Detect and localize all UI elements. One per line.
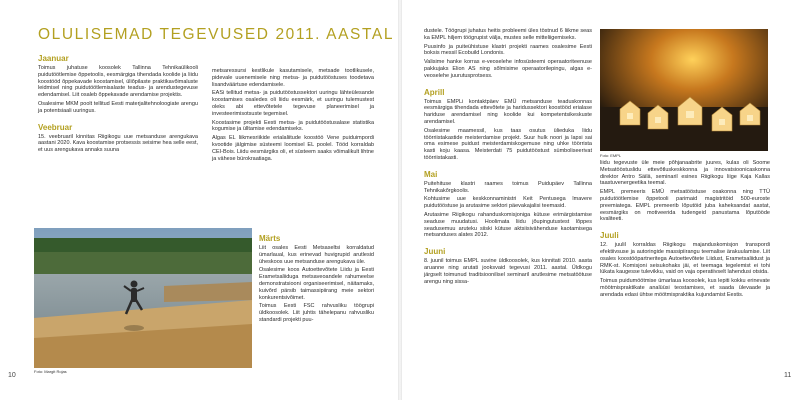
paragraph: Osalesime maamessil, kus taas osutus ülieduka liidu töörriistakastide meisterdamise projekt. Suur hulk noori ja lapsi sai oma esimese puidust meisterdamiskogemuse ning uhke töörrista kasti koju kaasa. Meisterdati 75 puidutööstust sümboliseerivat töörriistakasti.	[424, 127, 592, 161]
left-column-3	[259, 234, 374, 326]
paragraph: EMPL premeeris EMÜ metsatööstuse osakonna ning TTÜ puidutöötlemise õppetooli parimaid magistritöid 500-euroste preemiatega. EMPL premeerib lõputöid juba kaheksandat aastat, eesmärgiks on motiveerida tudengeid panustama lõputööde kvaliteeti.	[600, 189, 770, 223]
paragraph: liidu tegevuste üle meie põhjanaabrite juures, kulas oli Soome Metsatööstuslidu ettevõtluskeskkonna ja innovatsioonicaskonna direktor Antro Säilä, seminaril esines Riigikogu liige Kaja Kallas taastuvenergeetika teemal.	[600, 160, 770, 187]
heading-juuli: Juuli	[600, 231, 619, 241]
photo-caption: Foto: Margit Rojas	[34, 369, 67, 374]
paragraph: 15. veebruaril kinnitas Riigikogu uue metsanduse arengukava aastani 2020. Kava koostamise protsessis seisime hea selle eest, et uus arengukava annaks suuna	[38, 133, 198, 154]
heading-aprill: Aprill	[424, 87, 445, 97]
paragraph: Algas EL liikmesriikide erialaliitude koostöö Vene puiduimpordi kvootide jälgimise süsteemi loomisel EL poolel. Tööd korraldab CEI-Bois. Liidu eesmärgiks oli, et süsteem saaks võimalikult lihtne ja vähese bürokraatiaga.	[212, 135, 374, 162]
paragraph: metsaressursi kestlikule kasutamisele, metsade tootlikusele, pidevale uuenemisele ning metsa- ja puidutööstuses toodetava lisandväärtuse edendamisele.	[212, 68, 374, 88]
paragraph: Kohtusime uue keskkonnaministri Keit Pentusega lmavere puidutööstuse ja arutasime sektori päevakajalisi teemasid.	[424, 196, 592, 210]
paragraph: Toimus Eesti FSC rahvusliku töögrupi üldkoosolek. Liit juhtis tähelepanu rahvusliku standardi projekti puu-	[259, 303, 374, 323]
left-page	[0, 0, 398, 400]
heading-juuni: Juuni	[424, 247, 446, 257]
paragraph: Toimus juhatuse koosolek Tallinna Tehnikaülikooli puidutöötlemise õppetoolis, eesmärgiga tihendada koolide ja liidu koostööd õppekavade koostamisel, üliõpilaste praktikavõimaluste leidmisel ning puidutöötlemisalaste teadus- ja arendustegevuse edendamisel. Liit osaleb õppekavade arendamise projektis.	[38, 65, 198, 99]
page-number: 11	[784, 372, 792, 379]
paragraph: dustele. Töögrupi juhatus heitis probleemi üles töstnud 6 liikme seas ka EMPL hiljem töögrupist välja, mustes selle mitteliigemiseks.	[424, 28, 592, 41]
paragraph: Toimus EMPLi kontaktpäev EMÜ metsanduse teaduskonnas eesmärgiga tihendada ettevõtete ja haridussektori koostööd erialase hariduse arendamisel ning koolide kui kompetentsikeskuste arendamisel.	[424, 98, 592, 125]
paragraph: Osalesime koos Autoettevõtete Liidu ja Eesti Erametsaliiduga metsaveoandele rahumeelse demonstratsiooni organiseerimisel, näitamaks, kuivõrd pärsib taimassipiirang meie sektori konkurentsivõimet.	[259, 267, 374, 301]
paragraph: Koostasime projekti Eesti metsa- ja puidutööstusalase statistika kogumise ja ülltamise edendamiseks.	[212, 119, 374, 133]
left-column-1	[38, 54, 198, 156]
paragraph: Toimus puidumöötmise ümarlaua koosolek, kus lepiti kokku erinevate möötmispraktikate analüüsi teostamises, et saada ülevaade ja arendada edasi ühtse möötmispraktika kujundamist Eestis.	[600, 278, 770, 298]
heading-veebruar: Veebruar	[38, 122, 73, 132]
paragraph: 8. juunil toimus EMPL suvine üldkoosolek, kus kinnitati 2010. aasta aruanne ning arutati jooksvaid tegevusi 2011. aastal. Üldkogu järgselt toimunud traditsioonilisel seminaril arutlesime metsatöötuse arengu ning sissa-	[424, 258, 592, 285]
spread-title: OLULISEMAD TEGEVUSED 2011. AASTAL	[38, 26, 395, 43]
paragraph: Puitehituse klastri raames toimus Puidupäev Tallinna Tehnikakõrgkoolis.	[424, 180, 592, 194]
paragraph: 12. juulil korraldas Riigikogu majanduskomisjon transpordi efektiivsuse ja autoringide massipiirangu teemalise ärakuulamise. Liit osales koostööpartneritega Autoettevõtete Liidust, Erametsaliidust ja RMK-st. Komisjoni seisukohaks jäi, et teemaga tegelemist ei tohi lükata kaugesse tulevikku, vaid on vaja operatiivselt lahendusi otsida.	[600, 242, 770, 276]
photo-wooden-houses	[600, 29, 768, 151]
right-column-2	[600, 160, 770, 301]
page-number: 10	[8, 372, 16, 379]
paragraph: Arutasime Riigikogu rahanduskomisjoniga kütuse erimärgistamise seaduse muudatusi. Hoolimata liidu jõupingutustest lõppes seadusemuu aruteku siiski kütuse aktsiisivähenduse kaotamisega metsanduses alates 2012.	[424, 211, 592, 239]
paragraph: Valisime hanke korras e-veoselehe infosüsteemi operaatoriteenuse pakkujaks Elion AS ning sõlmisime operaatorilepingu, algas e-veoselehe juurutusprotsess.	[424, 59, 592, 79]
heading-jaanuar: Jaanuar	[38, 54, 69, 63]
photo-pier-jumper	[34, 228, 252, 368]
paragraph: Liit osales Eesti Metsaseltsi korraldatud ümarlaual, kus erinevad huvigrupid arutlesid üheskoos uue metsanduse arengukava üle.	[259, 245, 374, 265]
right-column-1	[424, 28, 592, 287]
left-column-2	[212, 68, 374, 164]
paragraph: EASi tellitud metsa- ja puidutööstussektori uuringu lähteülesande koostamises osaledes oli liidu eesmärk, et uuringu tulemustest oleks abi ettevõtetele tegevuse planeerimisel ja investeerimisotsuste tegemisel.	[212, 90, 374, 117]
paragraph: Osalesime MKM poolt tellitud Eesti materjalitehnoloogiate arengu ja potentsiaali uuringus.	[38, 100, 198, 114]
photo-caption: Foto: EMPL	[600, 153, 622, 158]
heading-mai: Mai	[424, 169, 438, 179]
right-page	[402, 0, 800, 400]
heading-marts: Märts	[259, 234, 281, 243]
paragraph: Puusinfo ja puiteühistuse klastri projekti raames osalesime Eesti boksis messil Ecobuild Londonis.	[424, 43, 592, 57]
